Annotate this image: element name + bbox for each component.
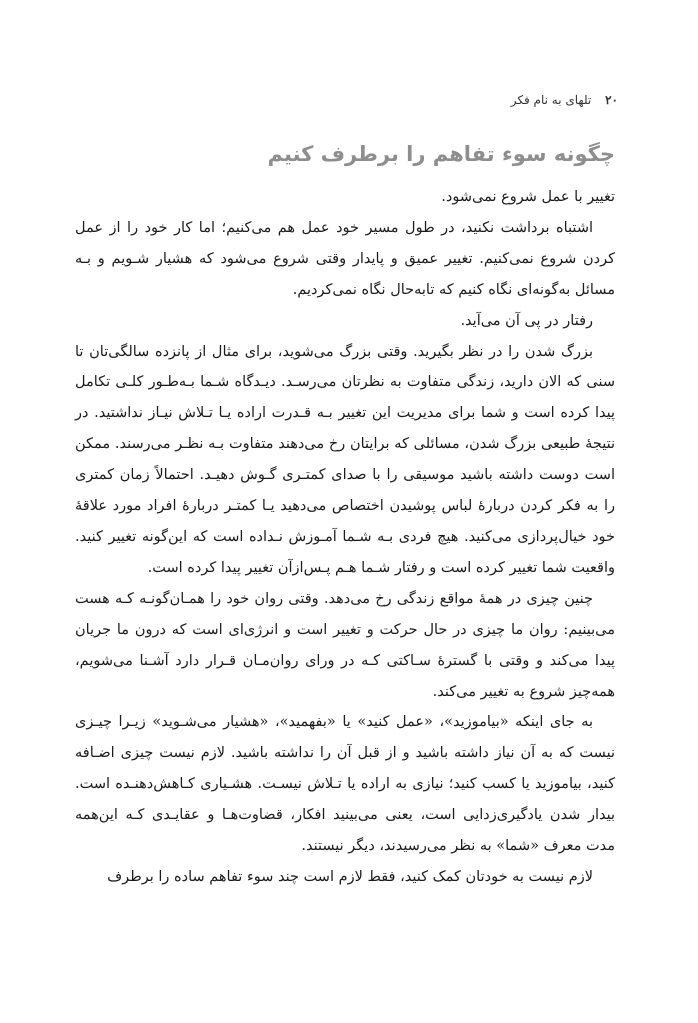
body-text [75,182,615,893]
paragraph: تغییر با عمل شروع نمی‌شود. [441,189,615,205]
paragraph: چنین چیزی در همهٔ مواقع زندگی رخ می‌دهد. وقتی روان خود را همـان‌گونـه کـه هست می‌بینیم: روان ما چیزی در حال حرکت و تغییر است و انرژی‌ای است که درون ما جریان پیدا می‌کند و وقتی با گسترهٔ سـاکتی کـه در ورای روان‌مـان قـرار دارد آشـنا می‌شویم، همه‌چیز شروع به تغییر می‌کند. [75,590,615,700]
page-number: ۲۰ [605,93,618,107]
paragraph: بزرگ شدن را در نظر بگیرید. وقتی بزرگ می‌شوید، برای مثال از پانزده سالگی‌تان تا سنی که الان دارید، زندگی متفاوت به نظرتان می‌رسـد. دیـدگاه شـما بـه‌طـور کلـی تکامل پیدا کرده است و شما برای مدیریت این تغییر بـه قـدرت اراده یـا تـلاش نیـاز نداشتید. در نتیجهٔ طبیعی بزرگ شدن، مسائلی که برایتان رخ می‌دهند متفاوت بـه نظـر می‌رسند. ممکن است دوست داشته باشید موسیقی را با صدای کمتـری گـوش دهیـد. احتمالاً زمان کمتری را به فکر کردن دربارهٔ لباس پوشیدن اختصاص می‌دهید یـا کمتـر دربارهٔ افراد مورد علاقهٔ خود خیال‌پردازی می‌کنید. هیچ فردی بـه شـما آمـوزش نـداده است که این‌گونه تغییر کنید. واقعیت شما تغییر کرده است و رفتار شـما هـم پـس‌ازآن تغییر پیدا کرده است. [75,343,615,576]
paragraph: رفتار در پی آن می‌آید. [460,312,593,329]
paragraph: لازم نیست به خودتان کمک کنید، فقط لازم است چند سوء تفاهم ساده را برطرف [107,868,593,885]
paragraph: به جای اینکه «بیاموزید»، «عمل کنید» یا «بفهمید»، «هشیار می‌شـوید» زیـرا چیـزی نیست که به آن نیاز داشته باشید و از قبل آن را نداشته باشید. لازم نیست چیزی اضـافه کنید، بیاموزید یا کسب کنید؛ نیازی به اراده یا تـلاش نیسـت. هشـیاری کـاهش‌دهنـده است. بیدار شدن یادگیری‌زدایی است، یعنی می‌بینید افکار، قضاوت‌هـا و عقایـدی کـه این‌همه مدت معرف «شما» به نظر می‌رسیدند، دیگر نیستند. [75,714,615,855]
running-header [78,93,618,107]
paragraph: اشتباه برداشت نکنید، در طول مسیر خود عمل هم می‌کنیم؛ اما کار خود را از عمل کردن شروع نمی‌کنیم. تغییر عمیق و پایدار وقتی شروع می‌شود که هشیار شـویم و بـه مسائل به‌گونه‌ای نگاه کنیم که تابه‌حال نگاه نمی‌کردیم. [75,219,615,298]
book-title: تلهای به نام فکر [510,93,592,107]
section-title: چگونه سوء تفاهم را برطرف کنیم [267,142,615,166]
